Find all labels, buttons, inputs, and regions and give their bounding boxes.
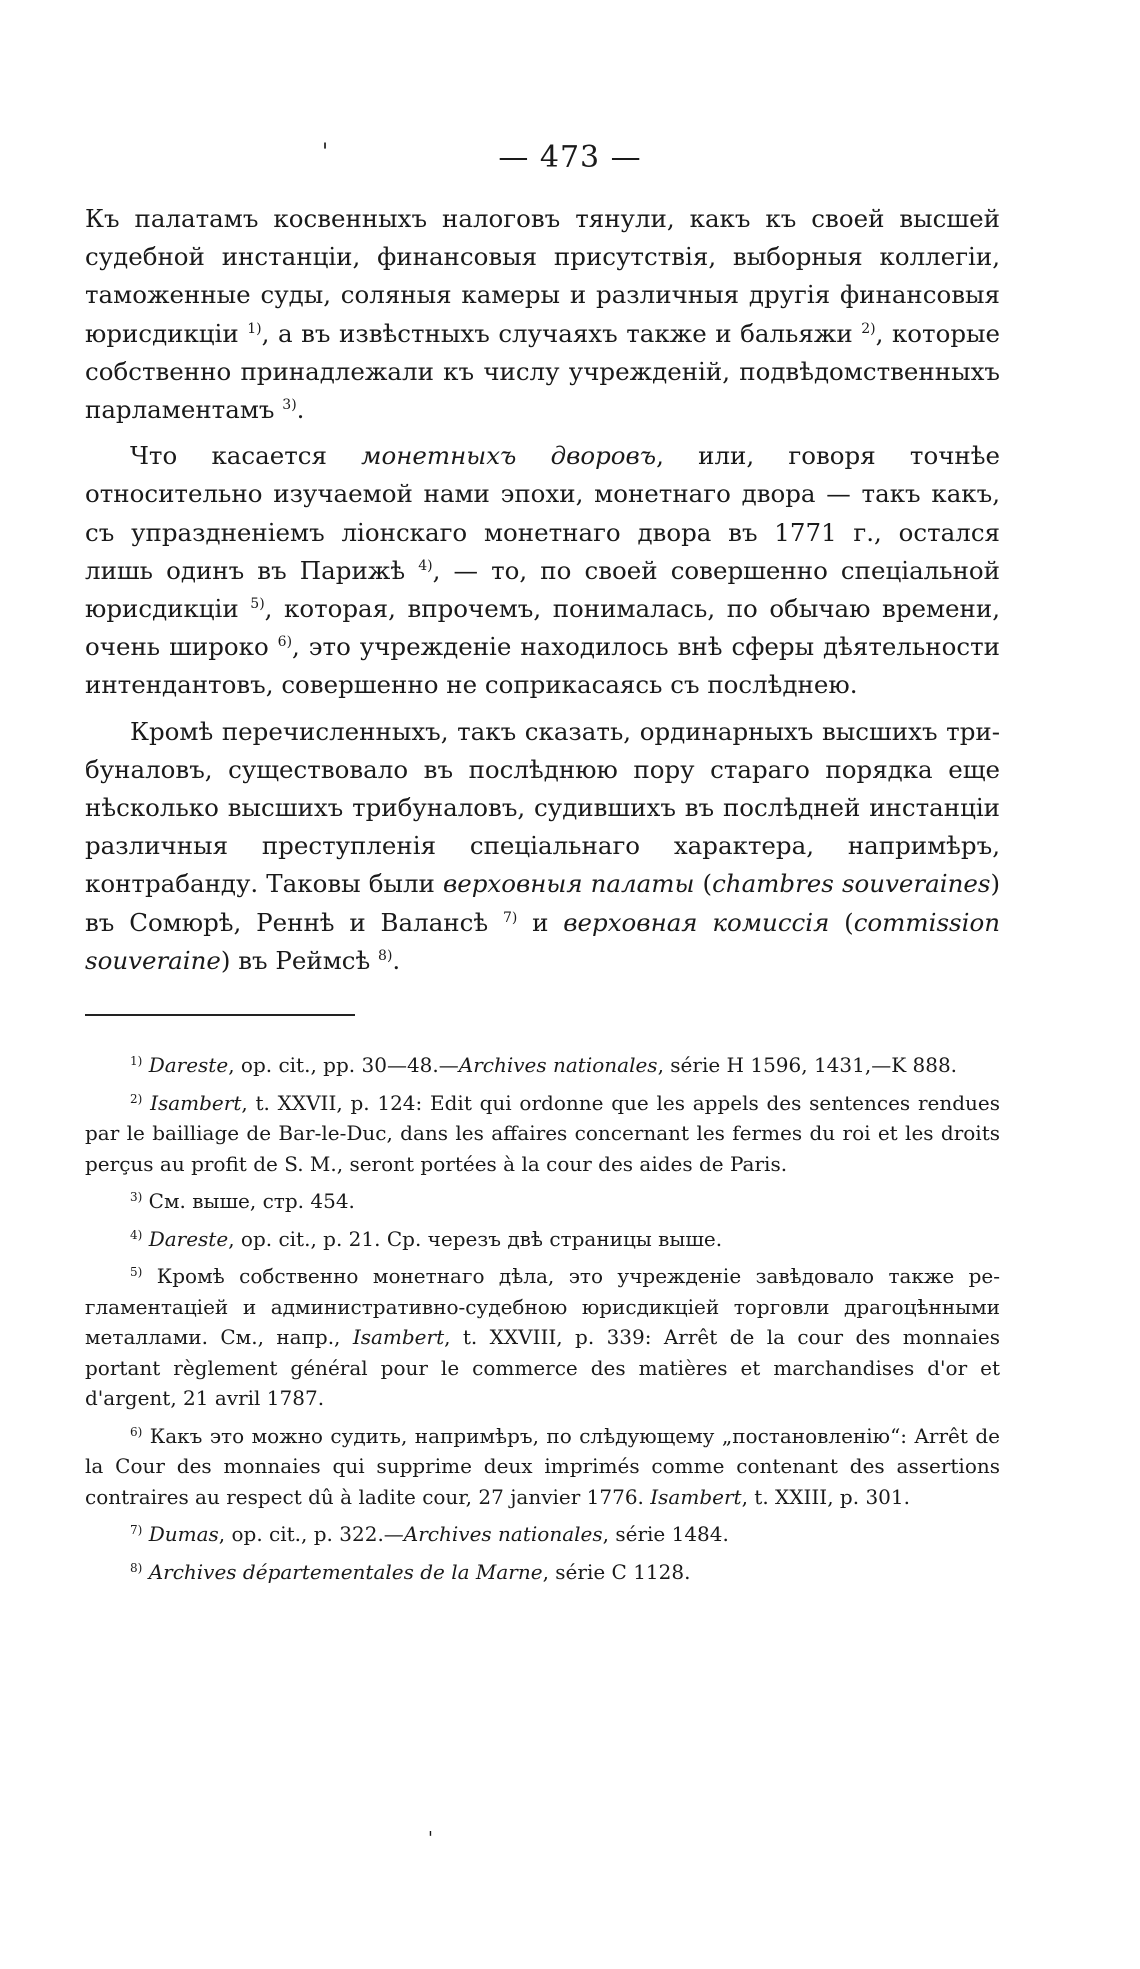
footnote-2: $^{2)}$ Isambert, t. XXVII, p. 124: Edit qui ordonne que les appels des sentences rendues par le bailliage de Bar-le-Duc, dans les affaires concernant les fermes du roi et les droits perçus au profit de S. M., seront portées à la cour des aides de Paris. (85, 1090, 1000, 1176)
footnote-6: $^{6)}$ Какъ это можно судить, напримѣръ, по слѣдующему „постановленію“: Arrêt de la Cour des monnaies qui supprime deux imprimés comme contenant des assertions contraires au respect dû à ladite cour, 27 janvier 1776. Isambert, t. XXIII, p. 301. (85, 1423, 1000, 1509)
footnote-ref-7[interactable]: 7) (502, 909, 518, 926)
paragraph-2: Что касается монетныхъ дворовъ, или, говоря точнѣе относительно изучаемой нами эпохи, монетнаго двора — такъ какъ, съ упраздненіемъ ліонскаго монетнаго двора въ 1771 г., остался лишь одинъ въ Парижѣ $^{4)}$, — то, по своей совершенно спеціальной юрисдикціи $^{5)}$, которая, впрочемъ, понималась, по обычаю времени, очень широко $^{6)}$, это учрежденіе находилось внѣ сферы дѣятельности интендантовъ, совершенно не соприкасаясь съ послѣднею. (85, 441, 1001, 700)
footnote-4: $^{4)}$ Dareste, op. cit., p. 21. Ср. черезъ двѣ страницы выше. (130, 1226, 723, 1251)
footnote-7: $^{7)}$ Dumas, op. cit., p. 322.—Archives nationales, série 1484. (130, 1522, 729, 1546)
paragraph-1: Къ палатамъ косвенныхъ налоговъ тянули, какъ къ своей высшей судебной инстанціи, финансовыя присутствія, выборныя коллегіи, таможенные суды, соляныя камеры и различныя другія финансовыя юрисдикціи $^{1)}$, а въ извѣстныхъ случаяхъ также и бальяжи $^{2)}$, которые собственно принадлежали къ числу учрежденій, подвѣдомственныхъ парламентамъ $^{3)}$. (85, 204, 1000, 425)
emphasis: верховная комиссія (563, 907, 830, 937)
page-number: — 473 — (498, 140, 642, 175)
footnote-5: $^{5)}$ Кромѣ собственно монетнаго дѣла, это учрежденіе завѣдовало также регламентаціей и административно-судебною юрисдикціей торговли драгоцѣнными металлами. См., напр., Isambert, t. XXVIII, p. 339: Arrêt de la cour des monnaies portant règlement général pour le commerce des matières et marchandises d'or et d'argent, 21 avril 1787. (85, 1264, 1000, 1410)
footnote-ref-6[interactable]: 6) (277, 634, 293, 651)
footnotes (85, 1050, 1000, 1594)
emphasis: монетныхъ дворовъ (361, 441, 657, 471)
footnote-ref-8[interactable]: 8) (378, 947, 393, 964)
emphasis: commission souveraine (85, 907, 1000, 975)
bottom-speck: ' (428, 1828, 433, 1849)
footnote-1: $^{1)}$ Dareste, op. cit., pp. 30—48.—Archives nationales, série H 1596, 1431,—K 888. (130, 1053, 958, 1077)
margin-speck: ' (322, 140, 329, 165)
footnote-ref-3[interactable]: 3) (282, 397, 297, 414)
footnote-ref-4[interactable]: 4) (418, 557, 433, 574)
main-text (85, 200, 1000, 988)
footnote-ref-2[interactable]: 2) (861, 320, 876, 337)
footnote-ref-1[interactable]: 1) (247, 320, 262, 337)
footnote-ref-5[interactable]: 5) (250, 596, 265, 613)
paragraph-3: Кромѣ перечисленныхъ, такъ сказать, ординарныхъ высшихъ трибуналовъ, существовало въ послѣднюю пору стараго порядка еще нѣсколько высшихъ трибуналовъ, судившихъ въ послѣдней инстанціи различныя преступленія спеціальнаго характера, напримѣръ, контрабанду. Таковы были верховныя палаты (chambres souveraines) въ Сомюрѣ, Реннѣ и Валансѣ $^{7)}$ и верховная комиссія (commission souveraine) въ Реймсѣ $^{8)}$. (85, 716, 1000, 975)
emphasis: верховныя палаты (442, 869, 695, 899)
footnote-8: $^{8)}$ Archives départementales de la Marne, série C 1128. (130, 1559, 691, 1584)
footnote-divider (85, 1014, 355, 1016)
footnote-3: $^{3)}$ См. выше, стр. 454. (130, 1189, 355, 1213)
emphasis: chambres souveraines (712, 869, 991, 899)
